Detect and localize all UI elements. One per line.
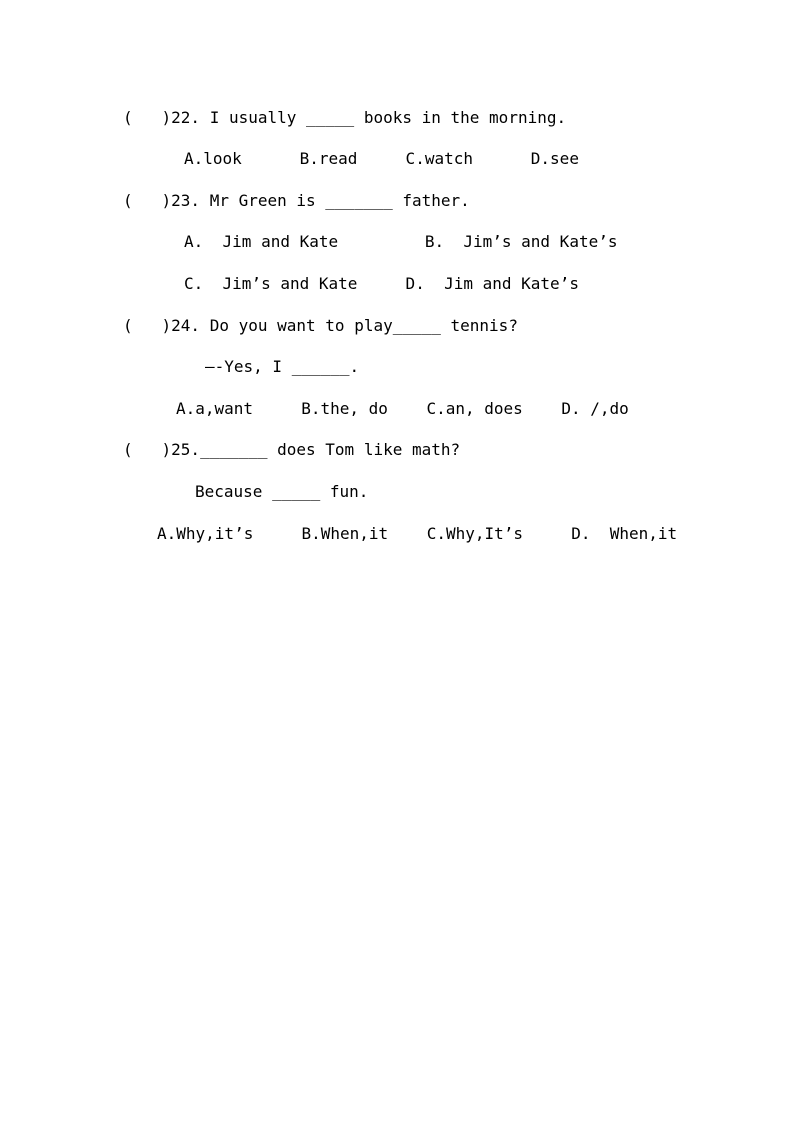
question-24-stem: ( )24. Do you want to play_____ tennis?	[123, 316, 518, 335]
question-23-options-row-2: C. Jim’s and Kate D. Jim and Kate’s	[184, 274, 579, 293]
question-22-stem: ( )22. I usually _____ books in the morning.	[123, 108, 567, 127]
question-24-response: —-Yes, I ______.	[205, 357, 360, 376]
question-25-options: A.Why,it’s B.When,it C.Why,It’s D. When,it	[157, 524, 678, 543]
question-24-options: A.a,want B.the, do C.an, does D. /,do	[176, 399, 629, 418]
question-23-stem: ( )23. Mr Green is _______ father.	[123, 191, 470, 210]
question-25-stem: ( )25._______ does Tom like math?	[123, 440, 461, 459]
question-23-options-row-1: A. Jim and Kate B. Jim’s and Kate’s	[184, 232, 618, 251]
question-22-options: A.look B.read C.watch D.see	[184, 149, 579, 168]
question-25-response: Because _____ fun.	[195, 482, 369, 501]
